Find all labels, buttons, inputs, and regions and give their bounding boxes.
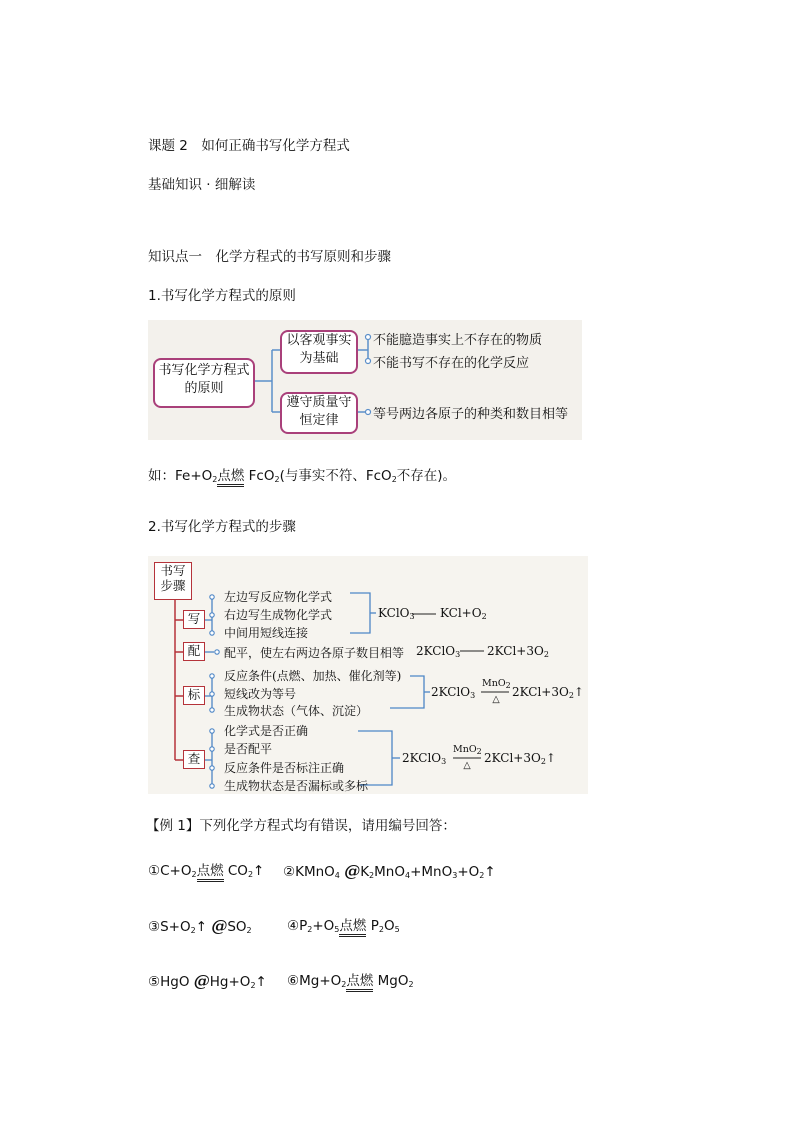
lesson-title: 课题 2 如何正确书写化学方程式	[148, 138, 350, 154]
step4-item-2: 是否配平	[224, 742, 273, 756]
step4-eq-left: 2KClO$_3$	[402, 751, 447, 766]
step4-eq-right: $2KCl+3O_2↑$	[484, 751, 556, 766]
at-symbol: @	[211, 916, 228, 935]
subheading-principles: 1.书写化学方程式的原则	[148, 288, 296, 304]
step3-item-3: 生成物状态（气体、沉淀）	[224, 704, 369, 718]
step2-eq-left: 2KClO$_3$	[416, 644, 461, 659]
steps-root-box: 书写步骤	[154, 562, 192, 600]
question-3: $③S+O_2↑$ $@SO_2$	[148, 916, 252, 935]
step2-eq-right: $2KCl+3O_2$	[487, 644, 549, 659]
at-symbol: @	[344, 861, 361, 880]
branch-conservation-box: 遵守质量守恒定律	[280, 392, 358, 434]
step1-item-3: 中间用短线连接	[224, 626, 309, 640]
ignite-condition: 点燃	[217, 469, 244, 487]
step1-item-1: 左边写反应物化学式	[224, 590, 333, 604]
step1-eq-left: KClO$_3$	[378, 606, 415, 621]
subheading-steps: 2.书写化学方程式的步骤	[148, 519, 296, 535]
step4-catalyst: MnO$_2$	[453, 744, 482, 756]
steps-diagram	[148, 556, 588, 794]
step3-eq-left: 2KClO$_3$	[431, 685, 476, 700]
example1-title: 【例 1】下列化学方程式均有错误，请用编号回答：	[146, 818, 456, 834]
step3-catalyst: MnO$_2$	[482, 678, 511, 690]
question-1: $①C+O_2$点燃 $CO_2↑$	[148, 862, 264, 882]
principles-root-box: 书写化学方程式的原则	[153, 358, 255, 408]
step3-item-2: 短线改为等号	[224, 687, 297, 701]
step1-item-2: 右边写生成物化学式	[224, 608, 333, 622]
branch-fact-box: 以客观事实为基础	[280, 330, 358, 374]
leaf-no-fake-substance: 不能臆造事实上不存在的物质	[373, 333, 543, 348]
step4-item-1: 化学式是否正确	[224, 724, 309, 738]
question-5: ⑤HgO $@Hg+O_2↑$	[148, 971, 267, 990]
step4-item-4: 生成物状态是否漏标或多标	[224, 779, 369, 793]
step3-item-1: 反应条件(点燃、加热、催化剂等)	[224, 669, 402, 683]
step-mark-box: 标	[183, 686, 205, 705]
example-fe-line: 如：$Fe+O_2$点燃 FcO$_2$(与事实不符、FcO$_2$不存在)。	[148, 467, 456, 487]
step1-eq-right: $KCl+O_2$	[440, 606, 487, 621]
question-6: $⑥Mg+O_2$点燃 MgO$_2$	[287, 972, 414, 992]
step-check-box: 查	[183, 750, 205, 769]
step3-heat-symbol: △	[492, 694, 500, 705]
leaf-atoms-equal: 等号两边各原子的种类和数目相等	[373, 407, 569, 422]
question-2: ②KMnO$_4$ $@K_2MnO_4+MnO_3+O_2↑$	[283, 861, 496, 880]
principles-diagram	[148, 320, 582, 440]
step4-item-3: 反应条件是否标注正确	[224, 761, 345, 775]
step-write-box: 写	[183, 610, 205, 629]
knowledge-point-title: 知识点一 化学方程式的书写原则和步骤	[148, 249, 391, 265]
question-4: $④P_2+O_5$点燃 $P_2O_5$	[287, 917, 400, 937]
step4-heat-symbol: △	[463, 760, 471, 771]
leaf-no-fake-reaction: 不能书写不存在的化学反应	[373, 356, 530, 371]
step-balance-box: 配	[183, 642, 205, 661]
step2-item: 配平，使左右两边各原子数目相等	[224, 646, 405, 660]
section-title: 基础知识 · 细解读	[148, 177, 256, 193]
at-symbol: @	[193, 971, 210, 990]
step3-eq-right: $2KCl+3O_2↑$	[512, 685, 584, 700]
